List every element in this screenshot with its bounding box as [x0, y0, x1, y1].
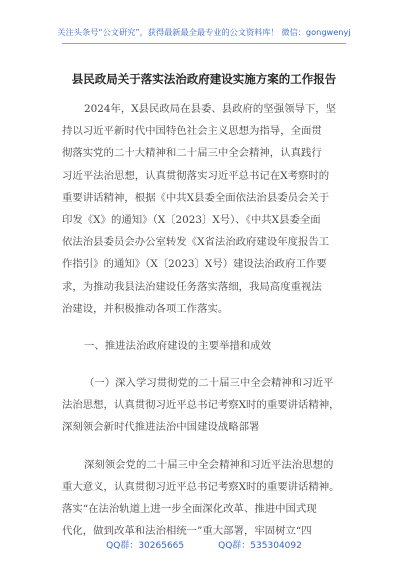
text-line: 代化，做到改革和法治相统一”重大部署，牢固树立“四: [62, 525, 312, 538]
paragraph-intro: [62, 98, 352, 320]
text-line: 深刻领会党的二十届三中全会精神和习近平法治思想的: [84, 458, 334, 471]
text-line: 彻落实党的二十大精神和二十届三中全会精神，认真践行: [62, 147, 322, 160]
text-line: 印发《X》的通知》（X〔2023〕X号）、《中共X县委全面: [62, 213, 321, 226]
footer-contacts: [0, 538, 408, 551]
paragraph-significance: [62, 454, 352, 543]
text-line: 深刻领会新时代推进法治中国建设战略部署: [62, 421, 260, 434]
footer-qq-group-2: QQ群：535304092: [218, 541, 302, 551]
text-line: 持以习近平新时代中国特色社会主义思想为指导，全面贯: [62, 125, 322, 138]
document-title: 县民政局关于落实法治政府建设实施方案的工作报告: [71, 72, 337, 86]
text-line: 重大意义，认真贯彻习近平总书记考察X时的重要讲话精神。: [62, 480, 340, 493]
header-note: 关注头条号“公文研究”，获得最新最全最专业的公文资料库！ 微信：gongwenyj: [57, 27, 351, 37]
text-line: 法治思想，认真贯彻习近平总书记考察X时的重要讲话精神，: [62, 399, 340, 412]
section-heading: 一、推进法治政府建设的主要举措和成效: [84, 339, 272, 352]
text-line: 求，为推动我县法治建设任务落实落细，我局高度重视法: [62, 280, 322, 293]
document-body: [62, 98, 352, 542]
text-line: 依法治县委员会办公室转发《X省法治政府建设年度报告工: [62, 236, 330, 249]
subsection-heading: [62, 372, 352, 439]
header-divider: [62, 43, 346, 44]
text-line: （一）深入学习贯彻党的二十届三中全会精神和习近平: [84, 377, 334, 390]
text-line: 2024年，X县民政局在县委、县政府的坚强领导下，坚: [84, 103, 337, 115]
text-line: 治建设，并积极推动各项工作落实。: [62, 302, 229, 315]
footer-qq-group-1: QQ群：30265665: [106, 541, 185, 551]
text-line: 习近平法治思想，认真贯彻落实习近平总书记在X考察时的: [62, 169, 330, 182]
text-line: 作指引》的通知》（X〔2023〕X号）建设法治政府工作要: [62, 258, 327, 271]
text-line: 落实“在法治轨道上进一步全面深化改革、推进中国式现: [62, 503, 317, 515]
text-line: 重要讲话精神，根据《中共X县委全面依法治县委员会关于: [62, 191, 330, 204]
